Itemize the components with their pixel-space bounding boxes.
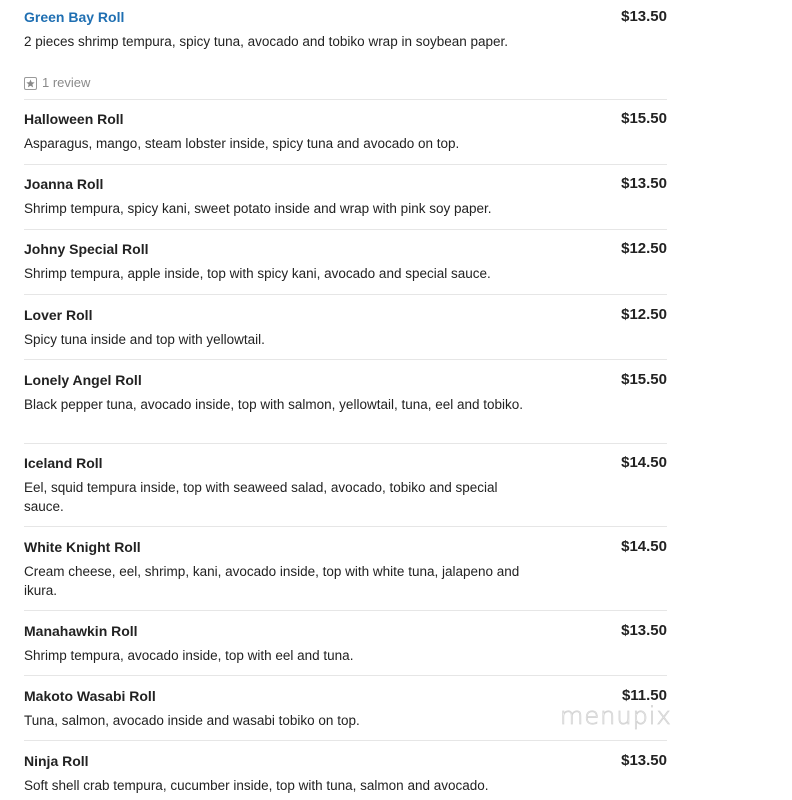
menu-item	[24, 741, 667, 800]
item-description: Shrimp tempura, apple inside, top with spicy kani, avocado and special sauce.	[24, 266, 491, 281]
item-price: $14.50	[621, 454, 667, 471]
review-link[interactable]	[24, 75, 90, 91]
item-description: Shrimp tempura, spicy kani, sweet potato inside and wrap with pink soy paper.	[24, 201, 492, 216]
watermark-logo: menupix	[560, 702, 672, 730]
item-name: Halloween Roll	[24, 111, 124, 127]
item-description: Asparagus, mango, steam lobster inside, spicy tuna and avocado on top.	[24, 136, 460, 151]
item-description: 2 pieces shrimp tempura, spicy tuna, avocado and tobiko wrap in soybean paper.	[24, 34, 509, 49]
menu-item	[24, 100, 667, 165]
item-price: $13.50	[621, 8, 667, 25]
review-count: 1 review	[42, 75, 91, 90]
item-price: $13.50	[621, 752, 667, 769]
item-price: $11.50	[621, 687, 667, 704]
item-name: Lover Roll	[24, 307, 93, 323]
item-price: $15.50	[621, 110, 667, 127]
item-name-link[interactable]: Green Bay Roll	[24, 9, 125, 25]
item-price: $12.50	[621, 306, 667, 323]
item-price: $13.50	[621, 175, 667, 192]
item-price: $15.50	[621, 371, 667, 388]
menu-item	[24, 0, 667, 100]
item-description: Shrimp tempura, avocado inside, top with eel and tuna.	[24, 648, 354, 663]
menu-item	[24, 230, 667, 295]
item-description: Eel, squid tempura inside, top with seaweed salad, avocado, tobiko and special sauce.	[24, 480, 498, 514]
menu-item	[24, 444, 667, 527]
item-description: Cream cheese, eel, shrimp, kani, avocado inside, top with white tuna, jalapeno and ikura.	[24, 564, 520, 598]
menu-item	[24, 165, 667, 230]
item-description: Black pepper tuna, avocado inside, top with salmon, yellowtail, tuna, eel and tobiko.	[24, 397, 524, 412]
menu-item	[24, 611, 667, 676]
item-price: $12.50	[621, 240, 667, 257]
item-name: Makoto Wasabi Roll	[24, 688, 156, 704]
item-name: White Knight Roll	[24, 539, 141, 555]
menu-item	[24, 360, 667, 444]
item-price: $14.50	[621, 538, 667, 555]
star-icon	[24, 77, 37, 90]
item-description: Tuna, salmon, avocado inside and wasabi tobiko on top.	[24, 713, 360, 728]
item-price: $13.50	[621, 622, 667, 639]
item-name: Joanna Roll	[24, 176, 104, 192]
item-name: Manahawkin Roll	[24, 623, 138, 639]
item-description: Spicy tuna inside and top with yellowtail.	[24, 332, 265, 347]
item-name: Lonely Angel Roll	[24, 372, 142, 388]
menu-item	[24, 527, 667, 611]
menu-item	[24, 295, 667, 360]
item-name: Johny Special Roll	[24, 241, 149, 257]
item-name: Ninja Roll	[24, 753, 89, 769]
item-name: Iceland Roll	[24, 455, 103, 471]
item-description: Soft shell crab tempura, cucumber inside, top with tuna, salmon and avocado.	[24, 778, 489, 793]
